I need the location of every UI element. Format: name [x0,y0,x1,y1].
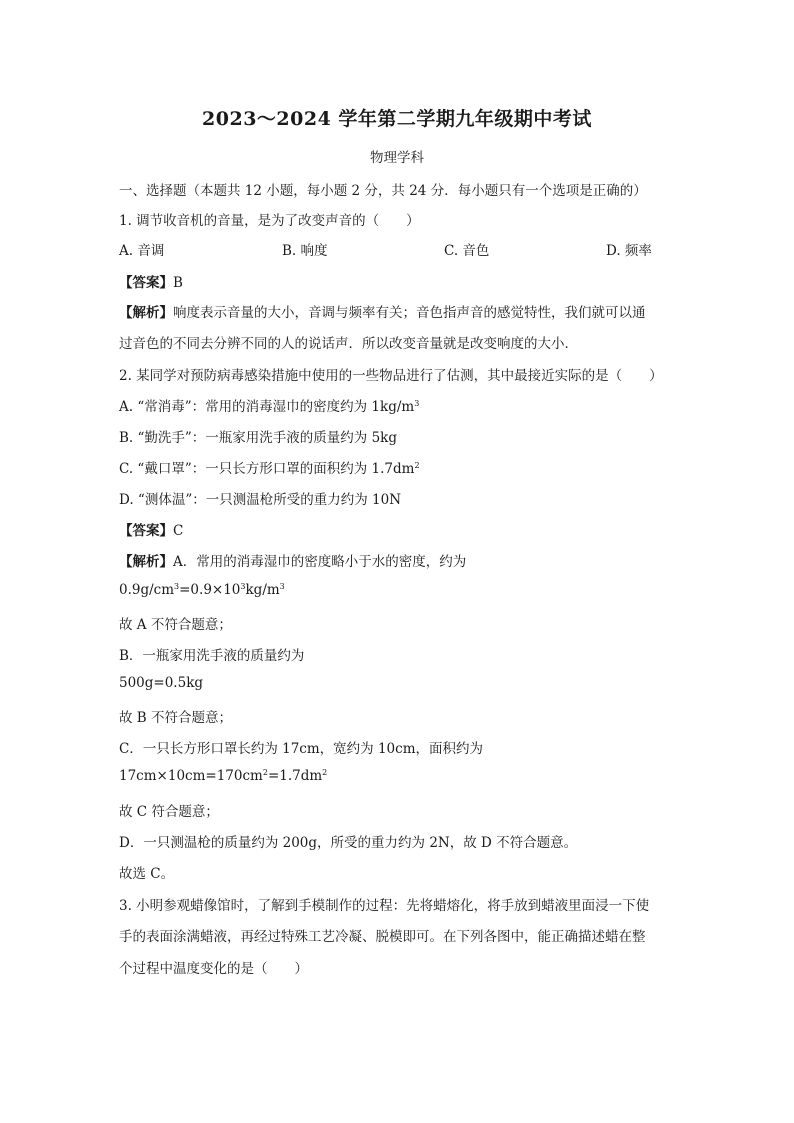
answer-tag: 【答案】 [119,275,173,291]
exam-title: 2023～2024 学年第二学期九年级期中考试 [202,108,592,130]
superscript: 2 [414,461,420,470]
q2-final-answer: 故选 C。 [119,866,175,882]
option-text: A. “常消毒”：常用的消毒湿巾的密度约为 1kg/m [119,399,415,415]
q2-analysis-b: B．一瓶家用洗手液的质量约为 [119,648,305,664]
q3-stem-line-1: 3. 小明参观蜡像馆时，了解到手模制作的过程：先将蜡熔化，将手放到蜡液里面浸一下使 [119,898,650,914]
eq-part: =0.9×10 [179,582,241,598]
superscript: 3 [414,399,420,408]
q1-stem: 1. 调节收音机的音量，是为了改变声音的（ ） [119,213,420,229]
answer-tag: 【答案】 [119,523,173,539]
q3-stem-line-3: 个过程中温度变化的是（ ） [119,961,308,977]
superscript: 3 [174,582,180,591]
q2-equation-3 [119,768,327,784]
option-text: C. “戴口罩”：一只长方形口罩的面积约为 1.7dm [119,461,415,477]
eq-part: 0.9g/cm [119,582,175,598]
q1-option-d: D. 频率 [606,243,652,259]
superscript: 3 [240,582,246,591]
q2-conclusion-a: 故 A 不符合题意； [119,617,232,633]
q3-stem-line-2: 手的表面涂满蜡液，再经过特殊工艺冷凝、脱模即可。在下列各图中，能正确描述蜡在整 [119,929,646,945]
q2-option-c [119,457,420,477]
q2-stem: 2. 某同学对预防病毒感染措施中使用的一些物品进行了估测，其中最接近实际的是（ ） [119,368,663,384]
q1-analysis-line-2: 过音色的不同去分辨不同的人的说话声．所以改变音量就是改变响度的大小． [119,336,578,352]
q1-analysis-line-1 [119,301,646,321]
superscript: 2 [262,768,268,777]
q2-conclusion-b: 故 B 不符合题意； [119,710,233,726]
eq-part: 17cm×10cm=170cm [119,768,263,784]
q2-equation-2: 500g=0.5kg [119,675,204,691]
q1-option-b: B. 响度 [282,243,328,259]
answer-value: B [173,275,183,291]
q2-analysis-d: D．一只测温枪的质量约为 200g，所受的重力约为 2N，故 D 不符合题意。 [119,835,578,851]
eq-part: kg/m [245,582,280,598]
q1-answer [119,271,183,291]
superscript: 2 [322,768,328,777]
q2-answer [119,519,183,539]
analysis-text: A．常用的消毒湿巾的密度略小于水的密度，约为 [173,554,467,570]
q2-option-d: D. “测体温”：一只测温枪所受的重力约为 10N [119,492,402,508]
answer-value: C [173,523,184,539]
q2-analysis-a [119,550,466,570]
section-heading: 一、选择题（本题共 12 小题，每小题 2 分，共 24 分．每小题只有一个选项是正确的） [119,183,647,199]
subject-label: 物理学科 [370,150,424,166]
superscript: 3 [279,582,285,591]
q1-option-a: A. 音调 [119,243,165,259]
eq-part: =1.7dm [267,768,323,784]
q1-option-c: C. 音色 [444,243,490,259]
analysis-tag: 【解析】 [119,305,173,321]
q2-analysis-c: C．一只长方形口罩长约为 17cm，宽约为 10cm，面积约为 [119,741,483,757]
q2-conclusion-c: 故 C 符合题意； [119,804,219,820]
q2-option-b: B. “勤洗手”：一瓶家用洗手液的质量约为 5kg [119,430,398,446]
q2-option-a [119,395,419,415]
analysis-tag: 【解析】 [119,554,173,570]
analysis-text: 响度表示音量的大小，音调与频率有关；音色指声音的感觉特性，我们就可以通 [173,305,646,321]
q2-equation-1 [119,582,285,598]
